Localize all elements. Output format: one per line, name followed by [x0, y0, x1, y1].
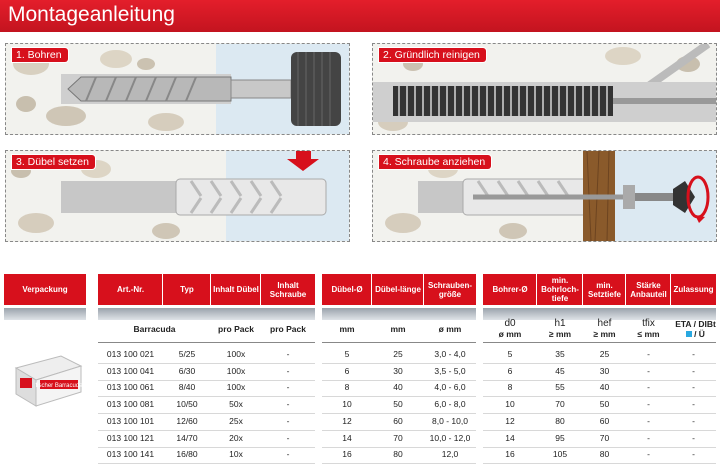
- cell-inhalt-duebel: 100x: [226, 366, 246, 376]
- col-header-duebel-d: Dübel-Ø: [322, 274, 372, 305]
- cell-duebel-d: 6: [344, 366, 350, 376]
- cell-schrauben-groesse: 3,0 - 4,0: [434, 349, 466, 359]
- cell-duebel-laenge: 80: [393, 449, 403, 459]
- title-bar: [0, 0, 720, 32]
- row-divider: [483, 396, 716, 397]
- cell-typ: 8/40: [178, 382, 196, 392]
- row-divider: [98, 430, 315, 431]
- cell-staerke-anbauteil: -: [647, 449, 650, 459]
- cell-setztiefe: 40: [599, 382, 610, 392]
- row-divider: [483, 463, 716, 464]
- subheader-mm-2: mm: [390, 324, 406, 334]
- cell-schrauben-groesse: 10,0 - 12,0: [429, 433, 471, 443]
- row-divider: [322, 463, 476, 464]
- subheader-tfix: tfix ≤ mm: [637, 318, 660, 339]
- cell-typ: 10/50: [176, 399, 198, 409]
- col-header-min-setztiefe: min. Setztiefe: [583, 274, 626, 305]
- cell-staerke-anbauteil: -: [647, 416, 650, 426]
- cell-inhalt-schraube: -: [286, 449, 290, 459]
- cell-inhalt-duebel: 50x: [229, 399, 243, 409]
- cell-setztiefe: 30: [599, 366, 610, 376]
- cell-duebel-laenge: 50: [393, 399, 403, 409]
- product-box-label: fischer Barracuda: [35, 383, 83, 389]
- subheader-mm-1: mm: [339, 324, 355, 334]
- cell-inhalt-duebel: 10x: [229, 449, 243, 459]
- row-divider: [98, 447, 315, 448]
- cell-duebel-laenge: 30: [393, 366, 403, 376]
- col-header-bohrer-d: Bohrer-Ø: [483, 274, 537, 305]
- row-divider: [322, 396, 476, 397]
- row-divider: [98, 396, 315, 397]
- cell-zulassung: -: [692, 416, 695, 426]
- cell-inhalt-duebel: 25x: [229, 416, 243, 426]
- cell-duebel-d: 8: [344, 382, 350, 392]
- cell-bohrer-d: 16: [505, 449, 515, 459]
- cell-inhalt-schraube: -: [286, 366, 290, 376]
- step-label-3: 3. Dübel setzen: [12, 155, 95, 169]
- cell-staerke-anbauteil: -: [647, 399, 650, 409]
- row-divider: [98, 463, 315, 464]
- cell-inhalt-schraube: -: [286, 399, 290, 409]
- cell-duebel-d: 12: [342, 416, 352, 426]
- cell-duebel-laenge: 25: [393, 349, 403, 359]
- subheader-omm: ø mm: [438, 324, 462, 334]
- subheader-product: Barracuda: [133, 324, 176, 334]
- cell-zulassung: -: [692, 449, 695, 459]
- subheader-pro-pack-duebel: pro Pack: [218, 324, 254, 334]
- cell-duebel-laenge: 40: [393, 382, 403, 392]
- col-header-typ: Typ: [163, 274, 211, 305]
- col-header-min-bohrlochtiefe: min. Bohrloch-tiefe: [537, 274, 583, 305]
- step-label-1: 1. Bohren: [12, 48, 68, 62]
- row-divider: [322, 413, 476, 414]
- cell-setztiefe: 80: [599, 449, 610, 459]
- cell-duebel-laenge: 60: [393, 416, 403, 426]
- cell-duebel-laenge: 70: [393, 433, 403, 443]
- row-divider: [322, 380, 476, 381]
- row-divider: [322, 447, 476, 448]
- col-header-zulassung: Zulassung: [671, 274, 716, 305]
- cell-setztiefe: 70: [599, 433, 610, 443]
- cell-bohrlochtiefe: 105: [552, 449, 568, 459]
- cell-schrauben-groesse: 3,5 - 5,0: [434, 366, 466, 376]
- cell-art-nr: 013 100 061: [106, 382, 155, 392]
- cell-inhalt-schraube: -: [286, 382, 290, 392]
- row-divider: [483, 430, 716, 431]
- cell-zulassung: -: [692, 399, 695, 409]
- cell-zulassung: -: [692, 433, 695, 443]
- step-panel-schraube-anziehen: [372, 150, 717, 242]
- row-divider: [98, 380, 315, 381]
- step-panel-reinigen: [372, 43, 717, 135]
- cell-bohrer-d: 8: [507, 382, 513, 392]
- cell-art-nr: 013 100 041: [106, 366, 155, 376]
- cell-zulassung: -: [692, 349, 695, 359]
- cell-art-nr: 013 100 081: [106, 399, 155, 409]
- cell-staerke-anbauteil: -: [647, 366, 650, 376]
- cell-staerke-anbauteil: -: [647, 433, 650, 443]
- cell-zulassung: -: [692, 366, 695, 376]
- cell-typ: 16/80: [176, 449, 198, 459]
- col-header-verpackung: Verpackung: [4, 274, 86, 305]
- cell-inhalt-duebel: 20x: [229, 433, 243, 443]
- subheader-hef: hef ≥ mm: [593, 318, 616, 339]
- cell-bohrer-d: 5: [507, 349, 513, 359]
- cell-typ: 5/25: [178, 349, 196, 359]
- cell-bohrlochtiefe: 45: [555, 366, 565, 376]
- cell-bohrlochtiefe: 55: [555, 382, 565, 392]
- step-panel-duebel-setzen: [5, 150, 350, 242]
- row-divider: [98, 363, 315, 364]
- cell-inhalt-schraube: -: [286, 433, 290, 443]
- page-title: Montageanleitung: [8, 3, 175, 26]
- cell-art-nr: 013 100 021: [106, 349, 155, 359]
- subheader-eta: ETA / DIBt / Ü: [675, 319, 716, 339]
- cell-bohrer-d: 14: [505, 433, 515, 443]
- step-label-2: 2. Gründlich reinigen: [379, 48, 486, 62]
- cell-schrauben-groesse: 4,0 - 6,0: [434, 382, 466, 392]
- step-panel-bohren: [5, 43, 350, 135]
- col-header-schrauben-groesse: Schrauben-größe: [424, 274, 476, 305]
- cell-schrauben-groesse: 6,0 - 8,0: [434, 399, 466, 409]
- cell-schrauben-groesse: 12,0: [441, 449, 459, 459]
- col-header-inhalt-schraube: Inhalt Schraube: [261, 274, 315, 305]
- cell-typ: 12/60: [176, 416, 198, 426]
- cell-bohrlochtiefe: 95: [555, 433, 565, 443]
- cell-typ: 14/70: [176, 433, 198, 443]
- cell-bohrer-d: 10: [505, 399, 515, 409]
- cell-art-nr: 013 100 101: [106, 416, 155, 426]
- cell-art-nr: 013 100 141: [106, 449, 155, 459]
- cell-inhalt-duebel: 100x: [226, 382, 246, 392]
- col-header-inhalt-duebel: Inhalt Dübel: [211, 274, 261, 305]
- cell-schrauben-groesse: 8,0 - 10,0: [432, 416, 468, 426]
- cell-duebel-d: 5: [344, 349, 350, 359]
- col-header-art-nr: Art.-Nr.: [98, 274, 163, 305]
- row-divider: [322, 430, 476, 431]
- subheader-d0: d0 ø mm: [498, 318, 522, 339]
- cell-bohrlochtiefe: 70: [555, 399, 565, 409]
- cell-setztiefe: 50: [599, 399, 610, 409]
- cell-duebel-d: 14: [342, 433, 352, 443]
- row-divider: [483, 380, 716, 381]
- cell-bohrer-d: 12: [505, 416, 515, 426]
- cell-inhalt-duebel: 100x: [226, 349, 246, 359]
- cell-setztiefe: 60: [599, 416, 610, 426]
- cell-setztiefe: 25: [599, 349, 610, 359]
- cell-art-nr: 013 100 121: [106, 433, 155, 443]
- cell-bohrlochtiefe: 35: [555, 349, 565, 359]
- eta-blue-marker: [686, 331, 692, 337]
- cell-duebel-d: 10: [342, 399, 352, 409]
- cell-bohrer-d: 6: [507, 366, 513, 376]
- row-divider: [483, 413, 716, 414]
- cell-bohrlochtiefe: 80: [555, 416, 565, 426]
- subheader-pro-pack-schraube: pro Pack: [270, 324, 306, 334]
- cell-staerke-anbauteil: -: [647, 349, 650, 359]
- cell-inhalt-schraube: -: [286, 349, 290, 359]
- cell-staerke-anbauteil: -: [647, 382, 650, 392]
- cell-inhalt-schraube: -: [286, 416, 290, 426]
- cell-typ: 6/30: [178, 366, 196, 376]
- cell-zulassung: -: [692, 382, 695, 392]
- row-divider: [322, 363, 476, 364]
- row-divider: [483, 363, 716, 364]
- cell-duebel-d: 16: [342, 449, 352, 459]
- row-divider: [483, 447, 716, 448]
- step-label-4: 4. Schraube anziehen: [379, 155, 491, 169]
- subheader-h1: h1 ≥ mm: [548, 318, 572, 339]
- col-header-duebel-laenge: Dübel-länge: [372, 274, 424, 305]
- product-box-image: [6, 348, 86, 408]
- row-divider: [98, 413, 315, 414]
- col-header-staerke-anbauteil: Stärke Anbauteil: [626, 274, 671, 305]
